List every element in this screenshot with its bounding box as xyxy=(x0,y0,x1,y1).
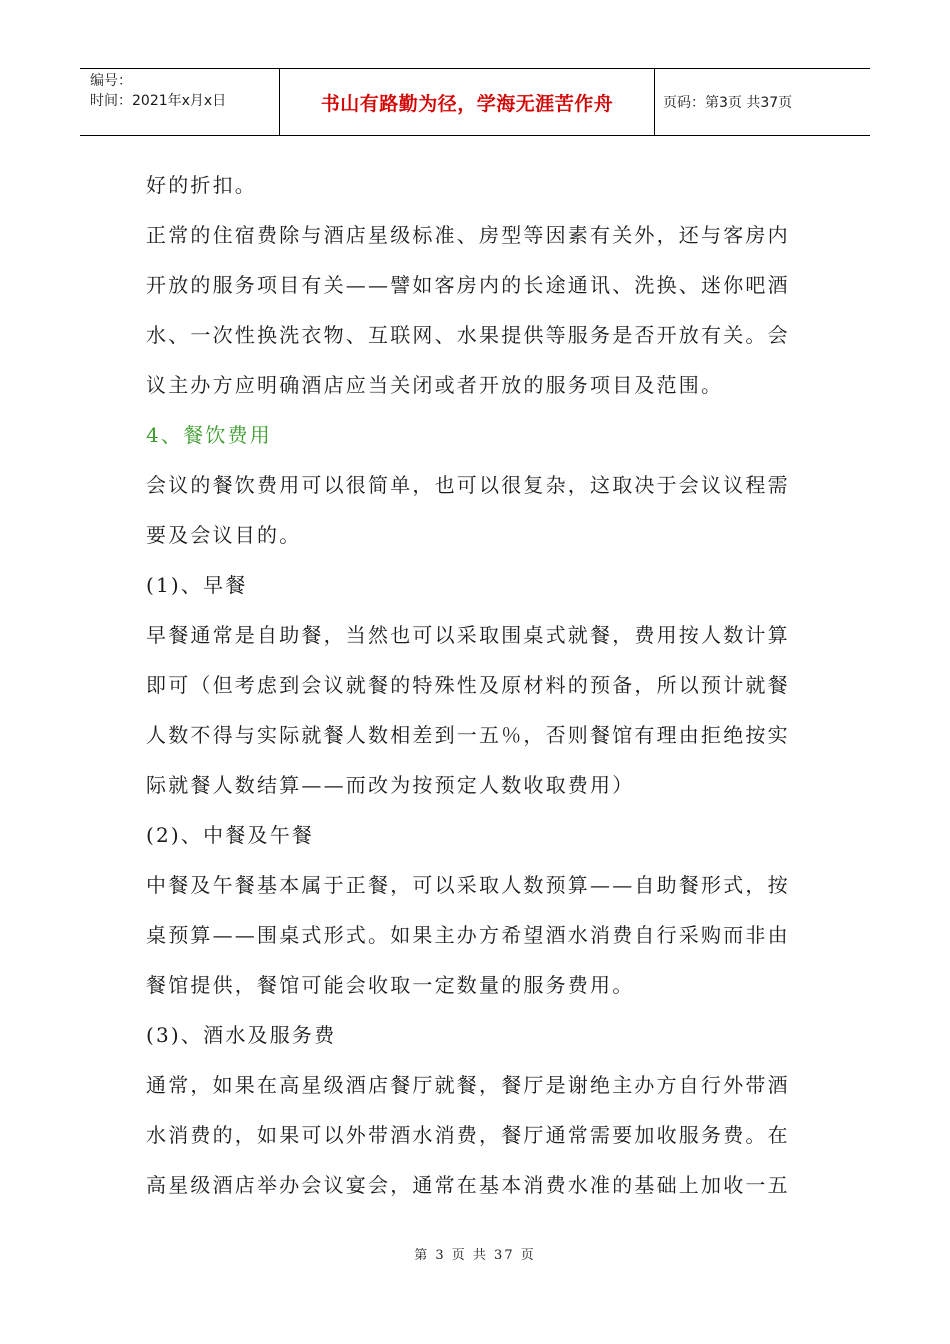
body-line: 中餐及午餐基本属于正餐，可以采取人数预算——自助餐形式，按 xyxy=(146,873,790,897)
body-line: 要及会议目的。 xyxy=(146,523,302,547)
body-line: 高星级酒店举办会议宴会，通常在基本消费水准的基础上加收一五 xyxy=(146,1173,790,1197)
body-line: 桌预算——围桌式形式。如果主办方希望酒水消费自行采购而非由 xyxy=(146,923,790,947)
body-line: 早餐通常是自助餐，当然也可以采取围桌式就餐，费用按人数计算 xyxy=(146,623,790,647)
body-line: 人数不得与实际就餐人数相差到一五％，否则餐馆有理由拒绝按实 xyxy=(146,723,790,747)
body-line: 水消费的，如果可以外带酒水消费，餐厅通常需要加收服务费。在 xyxy=(146,1123,790,1147)
header-page-info: 页码：第3页 共37页 xyxy=(663,95,793,111)
document-number-label: 编号： xyxy=(90,73,132,89)
page-header xyxy=(80,68,870,136)
header-meta-cell xyxy=(80,69,280,135)
section-heading: 4、餐饮费用 xyxy=(146,423,272,447)
body-line: 通常，如果在高星级酒店餐厅就餐，餐厅是谢绝主办方自行外带酒 xyxy=(146,1073,790,1097)
header-motto: 书山有路勤为径，学海无涯苦作舟 xyxy=(320,92,614,115)
body-line: 开放的服务项目有关——譬如客房内的长途通讯、洗换、迷你吧酒 xyxy=(146,273,790,297)
document-body xyxy=(146,160,796,1210)
body-line: 即可（但考虑到会议就餐的特殊性及原材料的预备，所以预计就餐 xyxy=(146,673,790,697)
body-line: 际就餐人数结算——而改为按预定人数收取费用） xyxy=(146,773,635,797)
subsection-heading: (3)、酒水及服务费 xyxy=(146,1023,337,1047)
subsection-heading: (2)、中餐及午餐 xyxy=(146,823,315,847)
body-line: 会议的餐饮费用可以很简单，也可以很复杂，这取决于会议议程需 xyxy=(146,473,790,497)
header-motto-cell xyxy=(280,69,655,135)
body-line: 水、一次性换洗衣物、互联网、水果提供等服务是否开放有关。会 xyxy=(146,323,790,347)
document-time-label: 时间：2021年x月x日 xyxy=(90,93,227,109)
subsection-heading: (1)、早餐 xyxy=(146,573,248,597)
header-page-cell xyxy=(655,69,870,135)
page-footer: 第 3 页 共 37 页 xyxy=(414,1248,536,1263)
body-line: 餐馆提供，餐馆可能会收取一定数量的服务费用。 xyxy=(146,973,635,997)
body-line: 议主办方应明确酒店应当关闭或者开放的服务项目及范围。 xyxy=(146,373,724,397)
body-line: 正常的住宿费除与酒店星级标准、房型等因素有关外，还与客房内 xyxy=(146,223,790,247)
body-line: 好的折扣。 xyxy=(146,173,257,197)
